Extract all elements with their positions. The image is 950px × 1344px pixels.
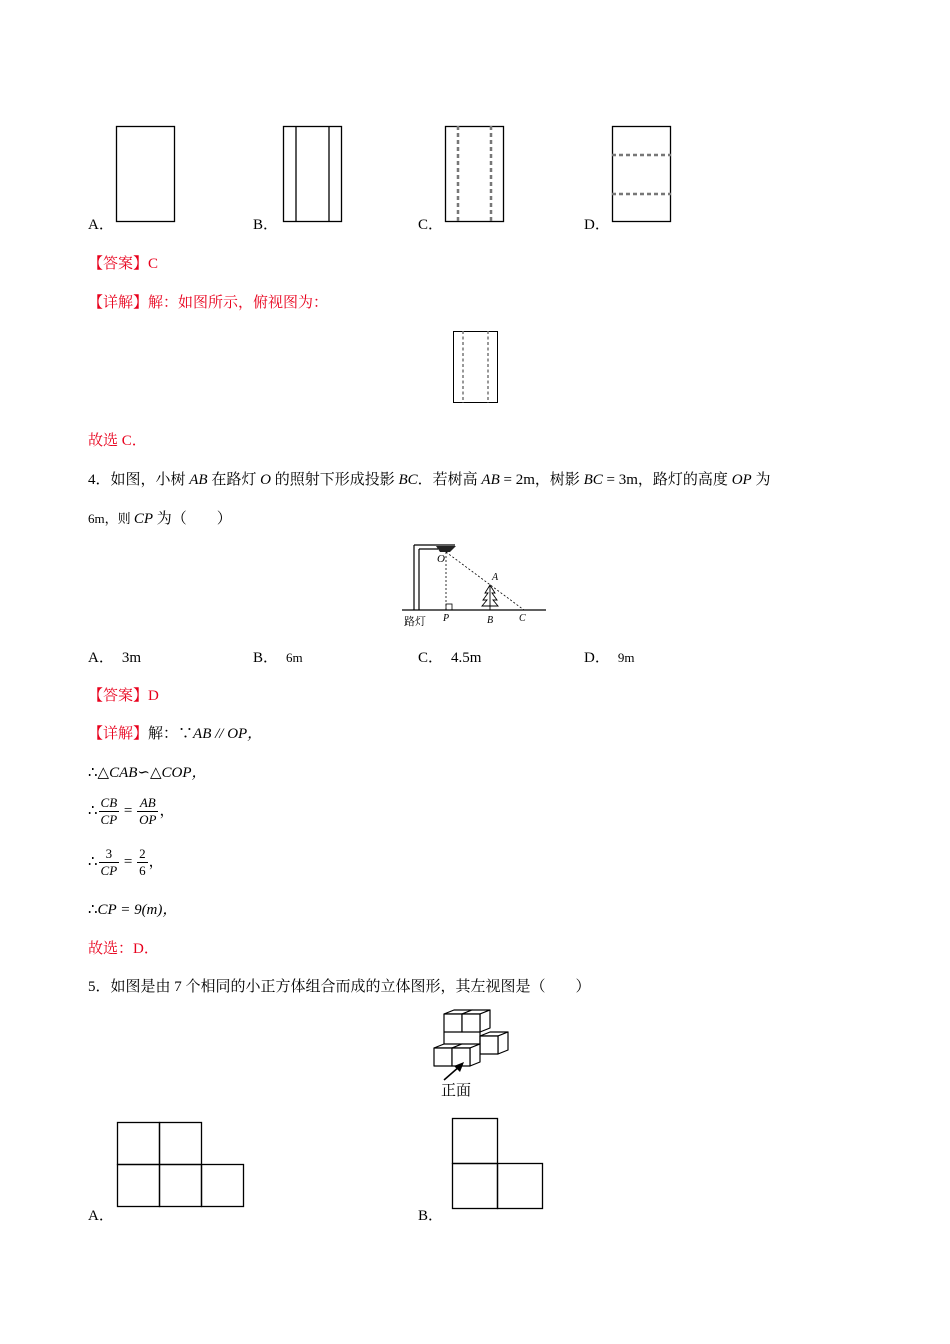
q5-front-label: 正面 <box>441 1081 472 1099</box>
q4-option-c <box>418 646 481 667</box>
q3-option-d-label: D． <box>584 217 610 233</box>
q3-option-d-figure <box>612 126 672 222</box>
q4-option-a <box>88 646 141 667</box>
q5-option-b-figure <box>452 1118 544 1210</box>
q4-fraction <box>99 795 120 828</box>
q4-therefore: ∴ <box>88 902 98 918</box>
q4-frac-num: CB <box>100 795 118 810</box>
q4-answer: 【答案】D <box>88 688 159 704</box>
q4-stem-line2 <box>88 507 232 528</box>
q4-step-parallel: AB // OP， <box>193 726 263 742</box>
q4-label-c: C <box>519 613 526 624</box>
q3-answer: 【答案】C <box>88 256 159 272</box>
q4-label-lamp: 路灯 <box>404 616 426 628</box>
q4-therefore: ∴ <box>88 802 98 819</box>
q4-label-b: B <box>487 615 494 626</box>
q4-stem-var: O <box>260 472 271 488</box>
q4-option-value: 6m <box>286 650 303 665</box>
q3-detail <box>88 291 328 312</box>
q4-detail-tag: 【详解】 <box>88 726 149 742</box>
q4-frac-num: 3 <box>99 846 120 863</box>
q4-result-text: CP = 9(m)， <box>97 902 178 918</box>
q4-stem-line1 <box>88 468 770 489</box>
q5-option-b-label: B． <box>418 1208 444 1224</box>
q4-stem-var: OP <box>731 472 752 488</box>
q4-option-letter: A． <box>88 650 114 666</box>
q4-fraction <box>99 846 120 879</box>
q4-step-values <box>88 846 164 879</box>
q4-frac-den: 6 <box>139 863 146 878</box>
q4-stem-text: 在路灯 <box>207 472 261 488</box>
q3-option-a-figure <box>116 126 176 222</box>
q4-stem-var: AB <box>189 472 208 488</box>
q4-stem-var: BC <box>583 472 603 488</box>
q4-frac-num: 2 <box>139 846 146 861</box>
q5-option-a-figure <box>117 1122 245 1208</box>
q3-option-a-label: A． <box>88 217 114 233</box>
q4-stem-text: = 2m，树影 <box>499 472 584 488</box>
q4-stem-text: 的照射下形成投影 <box>270 472 399 488</box>
q4-comma: ， <box>148 853 164 870</box>
q4-detail <box>88 722 262 743</box>
q4-detail-text: 解：∵ <box>148 726 194 742</box>
q4-step-similar <box>88 761 207 782</box>
q4-conclusion: 故选：D． <box>88 941 159 957</box>
q4-stem-text: 6m，则 <box>88 511 134 526</box>
q4-therefore: ∴ <box>88 853 98 870</box>
q4-fraction <box>137 846 148 879</box>
q4-stem-text: 为（ ） <box>153 511 232 527</box>
q3-conclusion: 故选 C． <box>88 433 147 449</box>
q4-label-a: A <box>492 572 499 583</box>
q4-fraction <box>137 795 158 828</box>
q4-option-value: 9m <box>617 650 635 665</box>
q4-option-b <box>253 646 303 667</box>
q4-option-letter: B． <box>253 650 279 666</box>
q4-stem-var: CP <box>133 511 154 527</box>
q4-stem-text: 4．如图，小树 <box>88 472 190 488</box>
q4-stem-text: ．若树高 <box>417 472 482 488</box>
q4-label-p: P <box>443 613 450 624</box>
q4-step-result <box>88 898 177 919</box>
q4-stem-text: = 3m，路灯的高度 <box>602 472 732 488</box>
q4-frac-num: AB <box>137 795 158 812</box>
q5-stem: 5．如图是由 7 个相同的小正方体组合而成的立体图形，其左视图是（ ） <box>88 979 591 995</box>
q4-option-d <box>584 646 634 667</box>
q3-detail-tag: 【详解】 <box>88 295 149 311</box>
q5-option-a-label: A． <box>88 1208 114 1224</box>
q3-detail-text: 解：如图所示，俯视图为： <box>148 295 329 311</box>
q4-step-prefix: ∴△ <box>88 765 110 781</box>
q4-equals: = <box>120 853 137 870</box>
q4-frac-den: CP <box>100 812 118 827</box>
q4-option-letter: D． <box>584 650 610 666</box>
q3-option-c-figure <box>445 126 505 222</box>
q4-stem-var: AB <box>481 472 500 488</box>
q4-comma: ， <box>159 802 175 819</box>
q4-equals: = <box>120 802 137 819</box>
q4-frac-den: CP <box>100 863 118 878</box>
q4-label-o: O <box>437 553 445 565</box>
q4-option-letter: C． <box>418 650 444 666</box>
q4-option-value: 4.5m <box>451 650 482 666</box>
q4-stem-var: BC <box>398 472 418 488</box>
q4-step-ratio <box>88 795 175 828</box>
q4-step-similar-text: CAB∽△COP， <box>109 765 207 781</box>
q4-stem-text: 为 <box>751 472 771 488</box>
q3-option-c-label: C． <box>418 217 444 233</box>
q3-option-b-label: B． <box>253 217 279 233</box>
q3-option-b-figure <box>283 126 343 222</box>
q4-option-value: 3m <box>121 650 142 666</box>
q3-top-view-figure <box>453 331 499 404</box>
q4-frac-den: OP <box>139 812 157 827</box>
